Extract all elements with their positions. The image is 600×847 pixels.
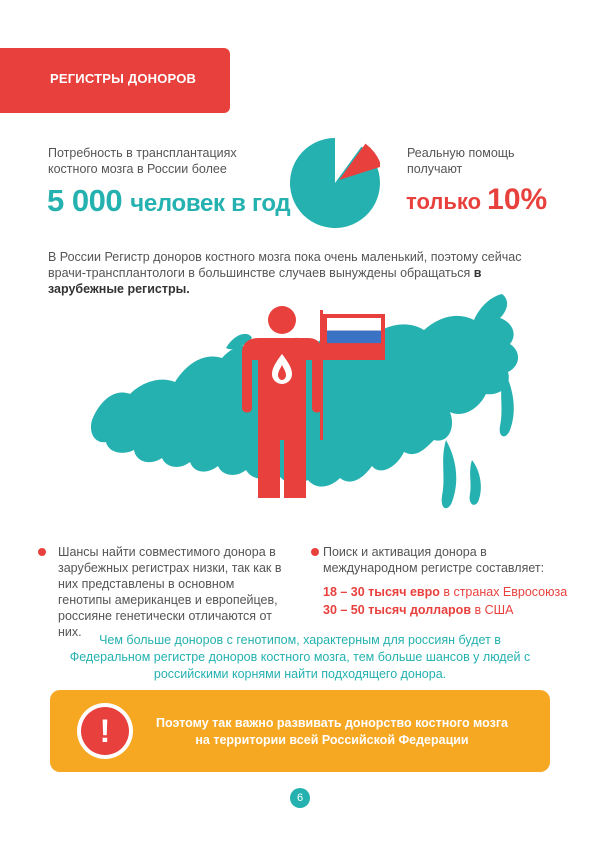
pie-chart bbox=[290, 138, 380, 228]
help-stat bbox=[406, 183, 547, 217]
exclamation-icon: ! bbox=[81, 707, 129, 755]
help-percentage: 10% bbox=[487, 183, 548, 216]
warning-text: Поэтому так важно развивать донорство костного мозга на территории всей Российской Федерации bbox=[156, 716, 508, 747]
bullet-left-text: Шансы найти совместимого донора в зарубежных регистрах низки, так как в них представлены в основном генотипы американцев и европейцев, россияне генетически отличаются от них. bbox=[58, 545, 282, 639]
price-row-us bbox=[323, 602, 577, 618]
intro-text: В России Регистр доноров костного мозга пока очень маленький, поэтому сейчас врачи-трансплантологи в большинстве случаев вынуждены обращаться bbox=[48, 250, 522, 280]
need-stat bbox=[47, 183, 290, 219]
price-us-region: в США bbox=[474, 603, 514, 617]
need-number: 5 000 bbox=[47, 183, 123, 218]
help-only-word: только bbox=[406, 189, 482, 214]
island-shape bbox=[470, 460, 481, 505]
price-list bbox=[307, 584, 577, 618]
need-unit: человек в год bbox=[130, 190, 291, 217]
bullet-dot bbox=[311, 548, 319, 556]
page-title: РЕГИСТРЫ ДОНОРОВ bbox=[50, 71, 197, 86]
bullet-dot bbox=[38, 548, 46, 556]
need-description: Потребность в трансплантациях костного мозга в России более bbox=[48, 146, 237, 176]
price-row-eu bbox=[323, 584, 577, 600]
east-coast-shape bbox=[442, 440, 457, 508]
help-description: Реальную помощь получают bbox=[407, 146, 515, 176]
russia-map-illustration bbox=[0, 290, 600, 540]
price-eu-value: 18 – 30 тысяч евро bbox=[323, 585, 440, 599]
page-number: 6 bbox=[290, 788, 310, 808]
price-us-value: 30 – 50 тысяч долларов bbox=[323, 603, 471, 617]
bullet-left bbox=[48, 544, 288, 640]
intro-bold: в зарубежные регистры. bbox=[48, 266, 482, 296]
price-eu-region: в странах Евросоюза bbox=[443, 585, 568, 599]
bullet-right bbox=[307, 544, 577, 618]
cta-paragraph: Чем больше доноров с генотипом, характерным для россиян будет в Федеральном регистре доноров костного мозга, тем больше шансов у людей с российскими корнями найти подходящего донора. bbox=[69, 633, 531, 681]
bullet-right-text: Поиск и активация донора в международном регистре составляет: bbox=[323, 545, 545, 575]
